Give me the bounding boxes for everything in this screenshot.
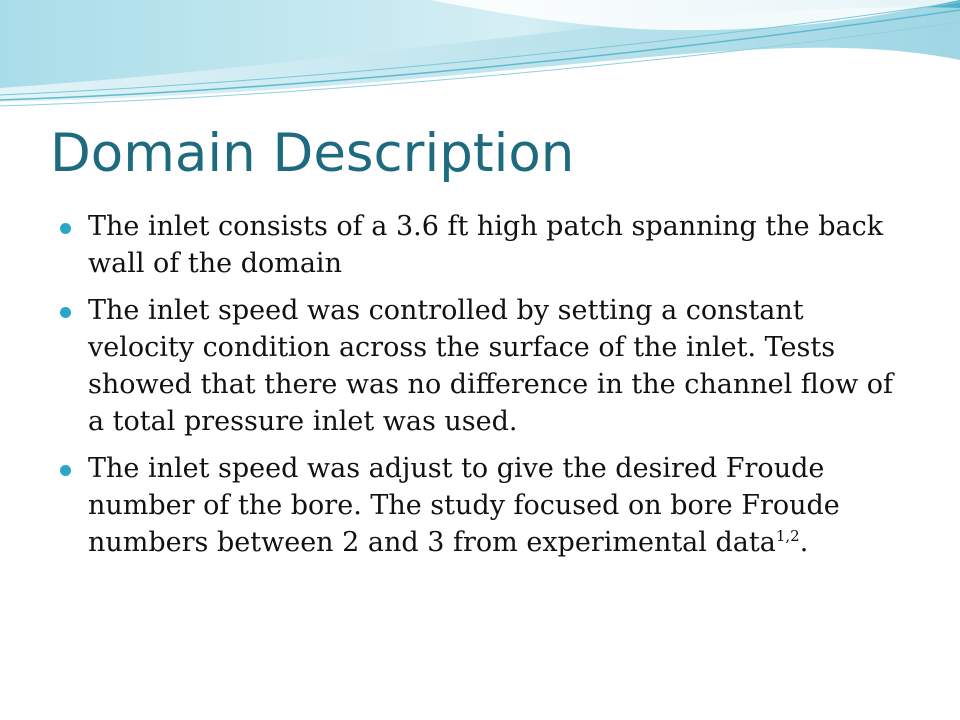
bullet-marker-icon	[60, 223, 71, 234]
citation-superscript: 1,2	[775, 527, 800, 545]
slide-title: Domain Description	[50, 123, 575, 184]
bullet-item	[60, 292, 900, 440]
bullet-text: The inlet speed was controlled by setting a constant velocity condition across the surface of the inlet. Tests showed that there was no difference in the channel flow of a total pressure inlet was used.	[88, 295, 894, 437]
bullet-item	[60, 450, 900, 561]
decorative-wave-banner	[0, 0, 960, 115]
bullet-marker-icon	[60, 465, 71, 476]
bullet-suffix: .	[799, 527, 809, 558]
bullet-marker-icon	[60, 307, 71, 318]
bullet-item	[60, 208, 900, 282]
bullet-text: The inlet consists of a 3.6 ft high patch spanning the back wall of the domain	[88, 211, 884, 279]
bullet-text: The inlet speed was adjust to give the desired Froude number of the bore. The study focused on bore Froude numbers between 2 and 3 from experimental data	[88, 453, 840, 558]
bullet-list	[60, 208, 900, 571]
